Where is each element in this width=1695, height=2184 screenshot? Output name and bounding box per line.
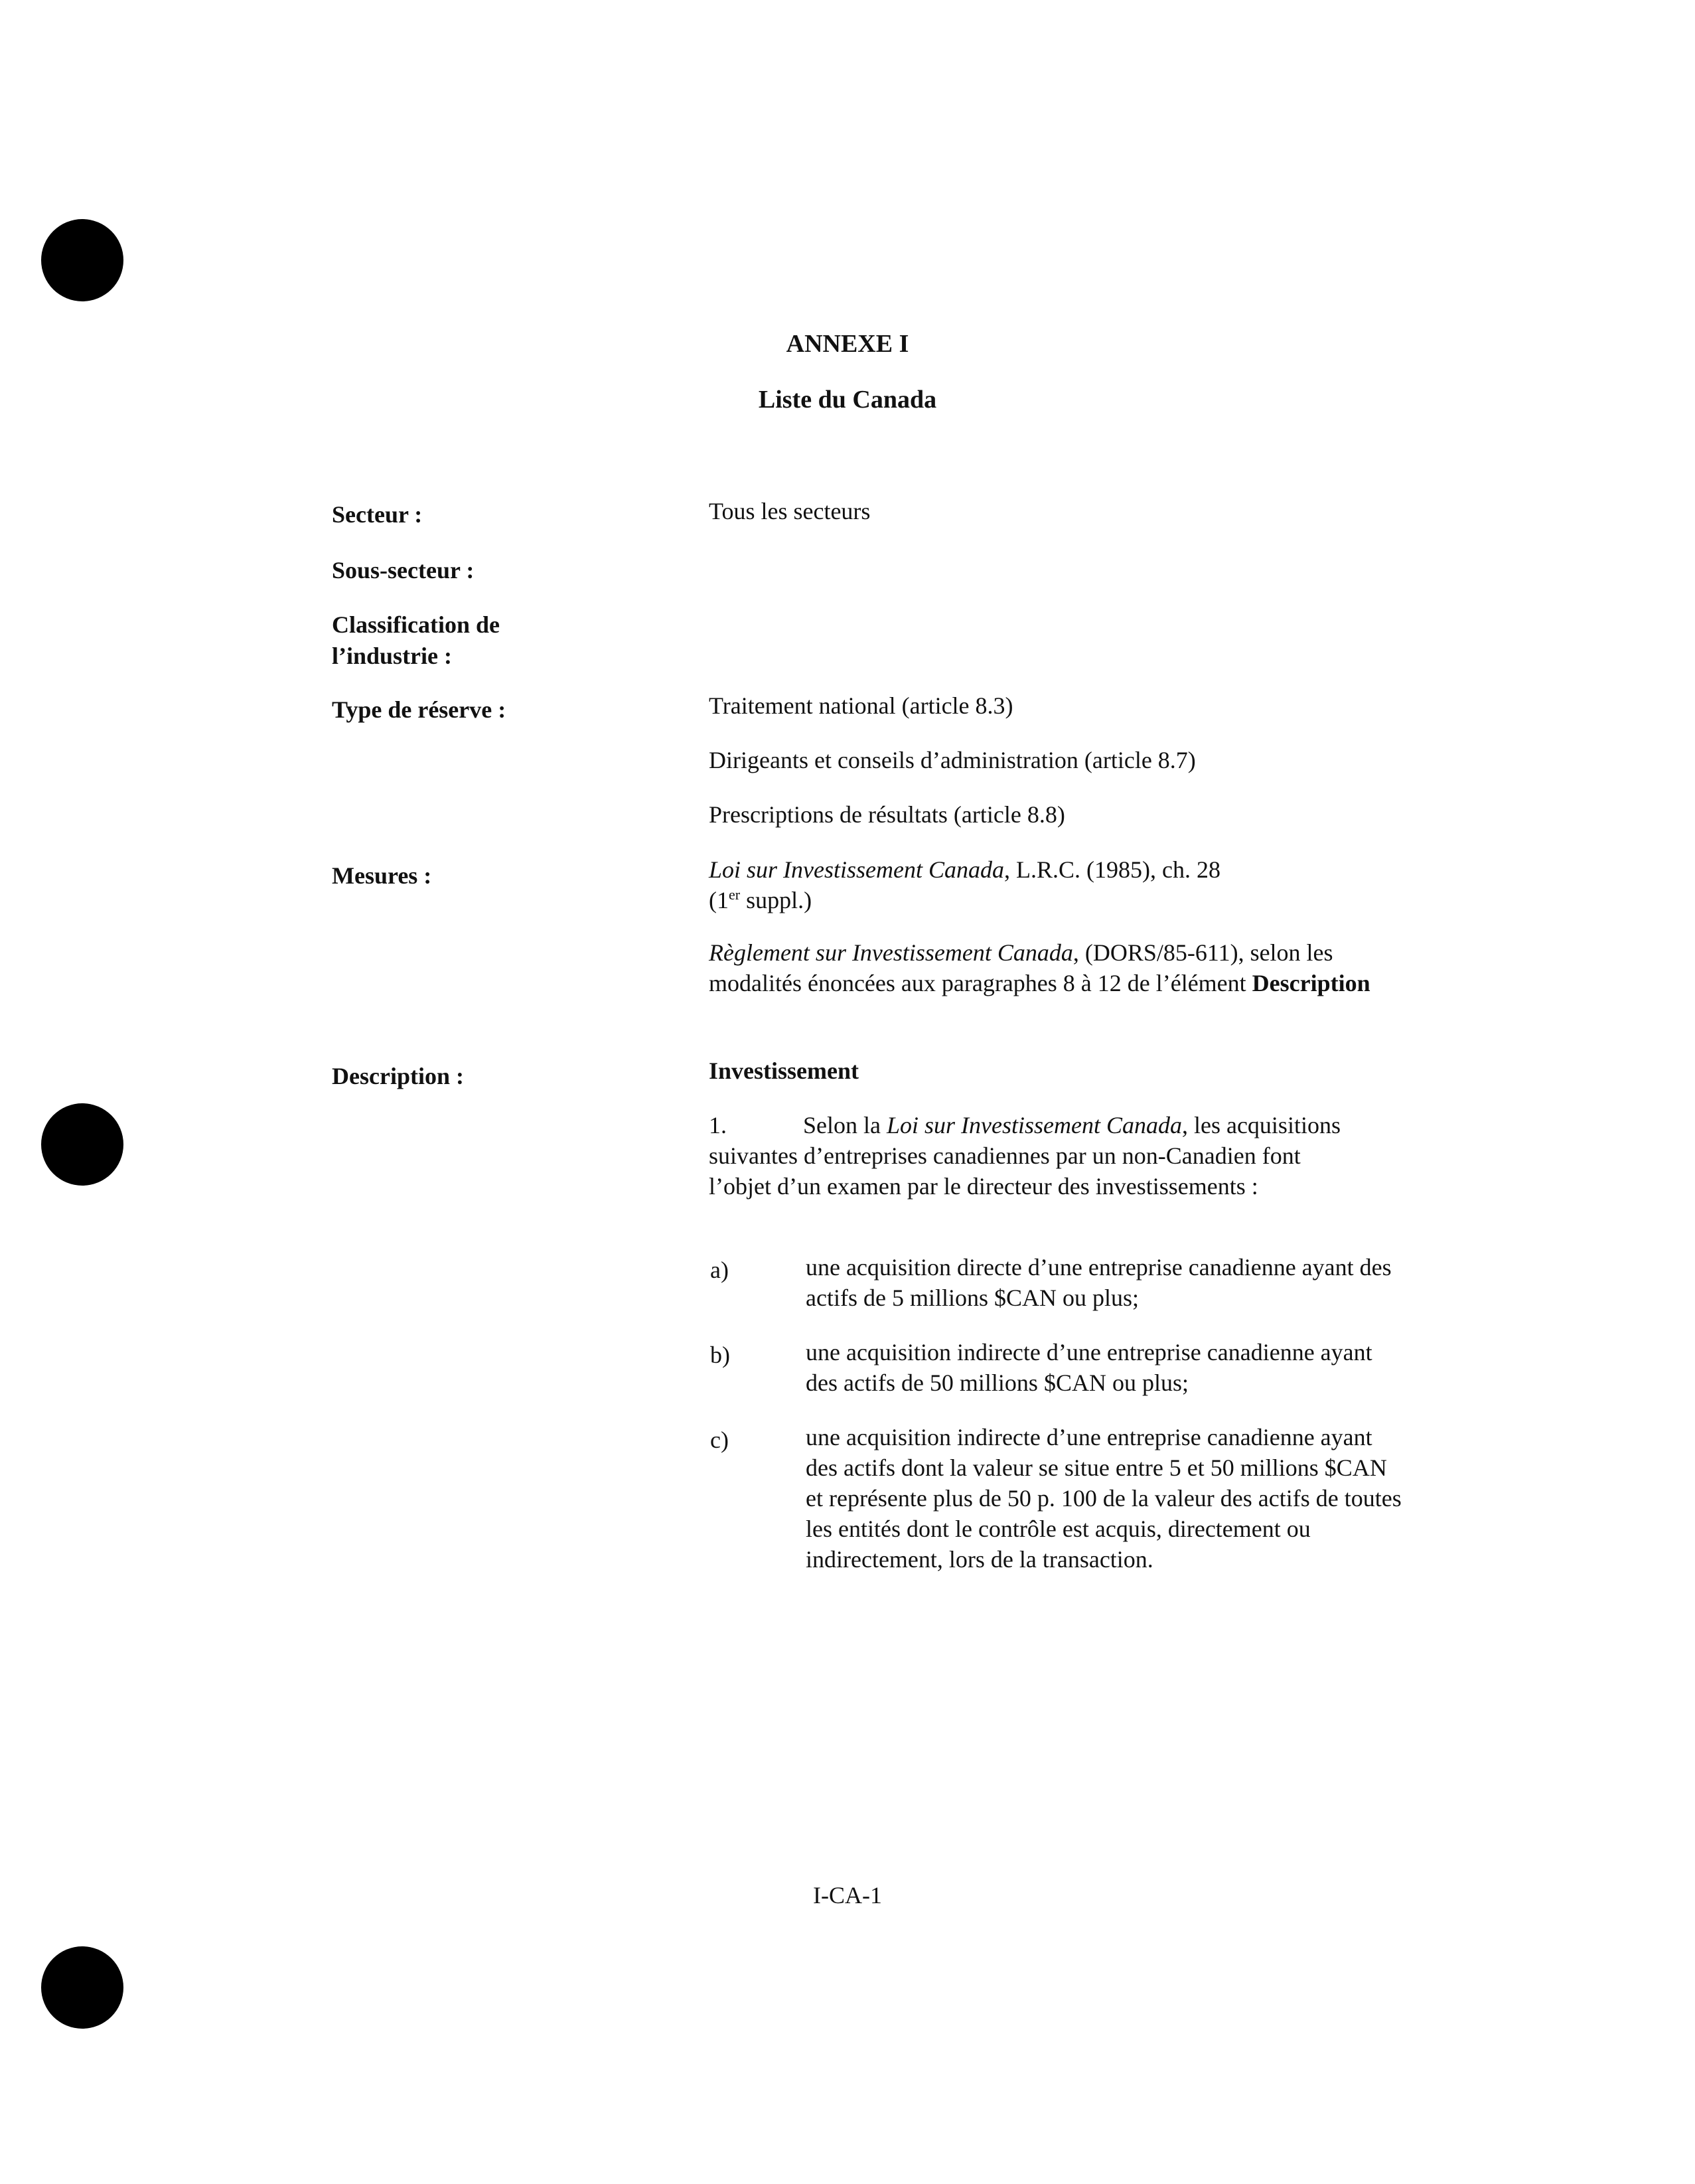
- item-letter-c: c): [710, 1427, 729, 1453]
- paragraph-rest: , les acquisitions suivantes d’entreprises canadiennes par un non-Canadien font l’objet d’un examen par le directeur des investissements :: [709, 1112, 1341, 1200]
- mesures-1-law-title: Loi sur Investissement Canada: [709, 856, 1004, 883]
- type-reserve-label: Type de réserve :: [332, 696, 506, 723]
- item-letter-b: b): [710, 1342, 730, 1368]
- secteur-value: Tous les secteurs: [709, 498, 871, 524]
- item-letter-a: a): [710, 1257, 729, 1283]
- mesures-1-rest: , L.R.C. (1985), ch. 28: [1004, 856, 1220, 883]
- annex-title: ANNEXE I: [786, 330, 909, 358]
- mesures-1-superscript: er: [729, 886, 741, 903]
- type-reserve-value-2: Dirigeants et conseils d’administration (article 8.7): [709, 747, 1196, 773]
- binder-hole-bottom: [41, 1946, 123, 2029]
- paragraph-law-title: Loi sur Investissement Canada: [886, 1112, 1182, 1138]
- list-title: Liste du Canada: [758, 386, 937, 414]
- paragraph-number: 1.: [709, 1112, 727, 1138]
- item-text-a: une acquisition directe d’une entreprise canadienne ayant des actifs de 5 millions $CAN ou plus;: [806, 1254, 1392, 1311]
- mesures-1-line2-b: suppl.): [740, 887, 812, 913]
- mesures-2-bold-ref: Description: [1252, 970, 1370, 996]
- binder-hole-middle: [41, 1103, 123, 1186]
- secteur-label: Secteur :: [332, 501, 423, 528]
- description-paragraph-1: [709, 1110, 1346, 1202]
- mesures-2-regulation-title: Règlement sur Investissement Canada: [709, 939, 1073, 966]
- description-heading: Investissement: [709, 1057, 859, 1084]
- classification-label-line2: l’industrie :: [332, 643, 453, 669]
- description-label: Description :: [332, 1063, 464, 1089]
- sous-secteur-label: Sous-secteur :: [332, 557, 475, 584]
- page-number: I-CA-1: [813, 1882, 882, 1909]
- type-reserve-value-1: Traitement national (article 8.3): [709, 692, 1013, 719]
- classification-label-line1: Classification de: [332, 611, 500, 638]
- type-reserve-value-3: Prescriptions de résultats (article 8.8): [709, 801, 1065, 828]
- mesures-2-rest: , (DORS/85-611), selon les modalités énoncées aux paragraphes 8 à 12 de l’élément: [709, 939, 1333, 996]
- mesures-2: [709, 937, 1372, 998]
- binder-hole-top: [41, 219, 123, 301]
- item-text-c: une acquisition indirecte d’une entreprise canadienne ayant des actifs dont la valeur se situe entre 5 et 50 millions $CAN et représente plus de 50 p. 100 de la valeur des actifs de toutes les entités dont le contrôle est acquis, directement ou indirectement, lors de la transaction.: [806, 1424, 1402, 1573]
- classification-label: [332, 609, 611, 672]
- item-text-b: une acquisition indirecte d’une entreprise canadienne ayant des actifs de 50 millions $CAN ou plus;: [806, 1339, 1372, 1396]
- mesures-1: [709, 854, 1280, 915]
- paragraph-lead: Selon la: [803, 1112, 887, 1138]
- mesures-label: Mesures :: [332, 862, 432, 889]
- mesures-1-line2-a: (1: [709, 887, 729, 913]
